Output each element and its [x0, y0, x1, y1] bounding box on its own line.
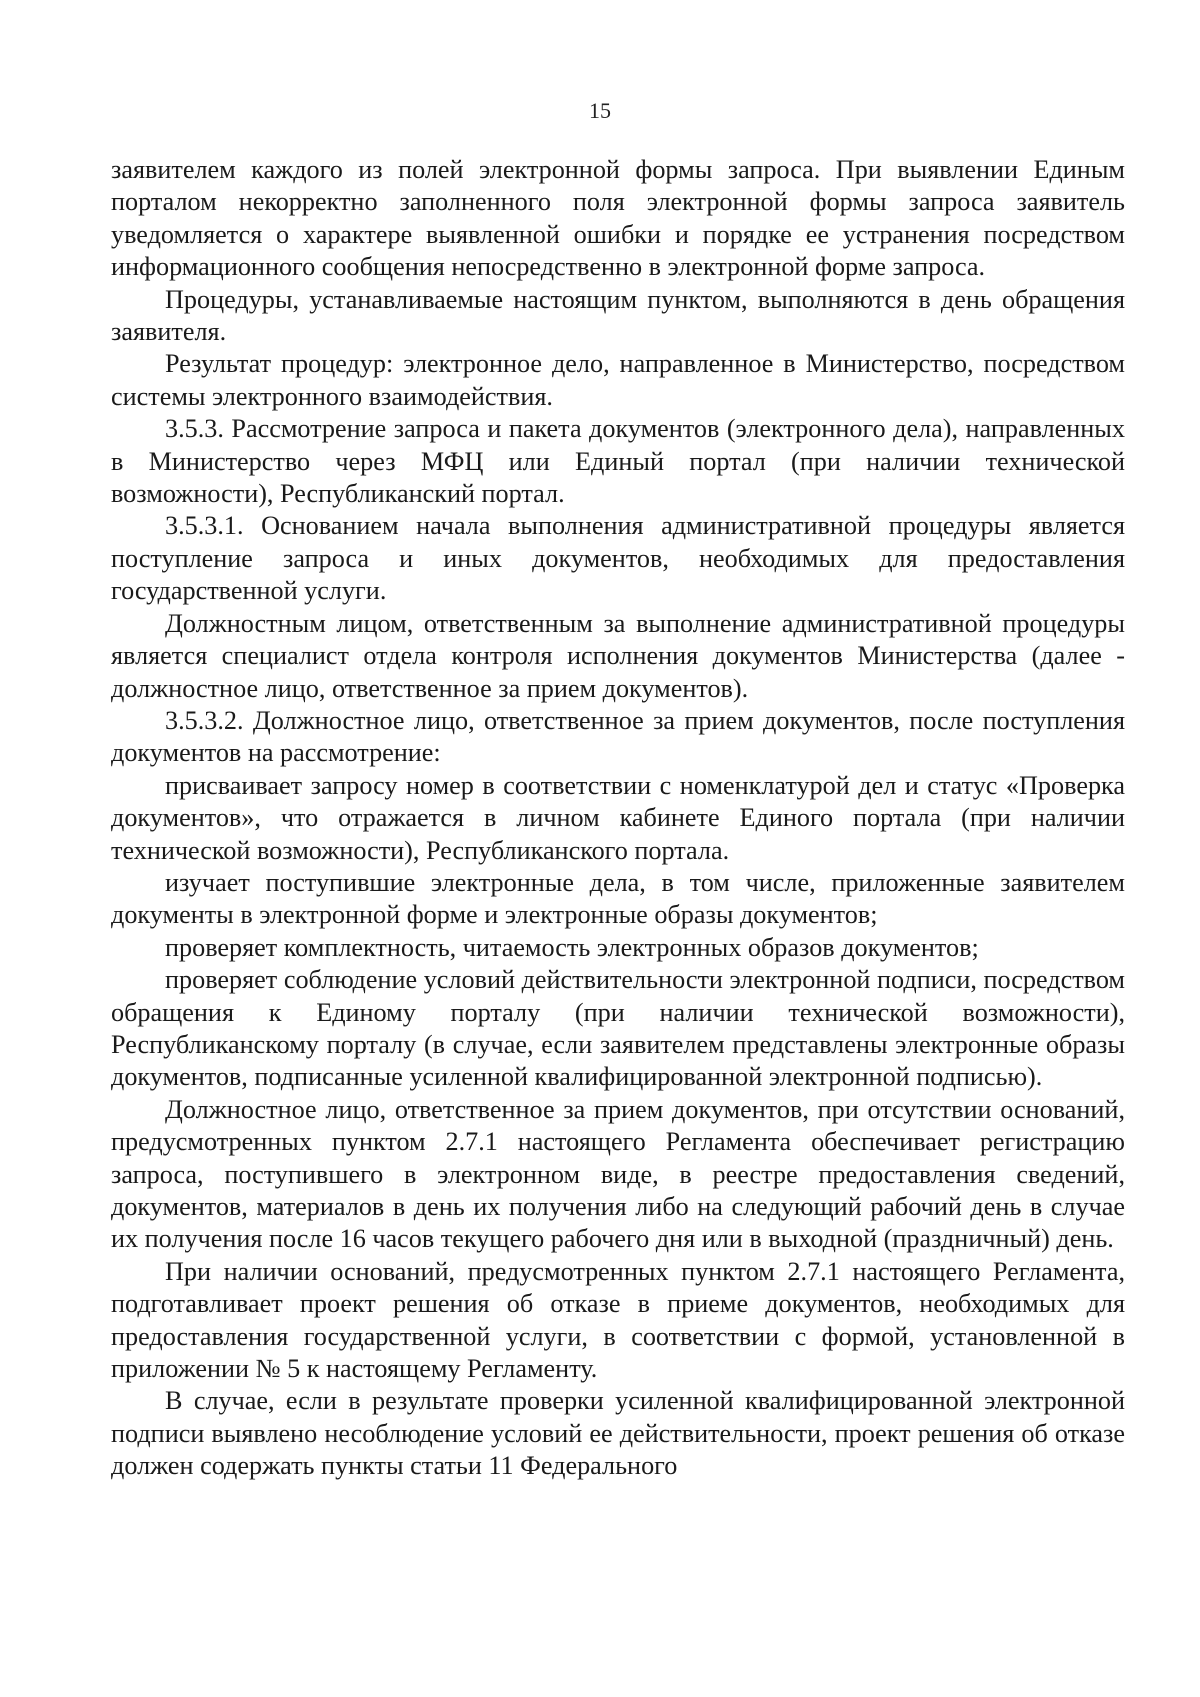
paragraph-continuation: заявителем каждого из полей электронной формы запроса. При выявлении Единым порталом некорректно заполненного поля электронной формы запроса заявитель уведомляется о характере выявленной ошибки и порядке ее устранения посредством информационного сообщения непосредственно в электронной форме запроса. [111, 155, 1125, 282]
page-number: 15 [589, 98, 611, 123]
paragraph-procedures-day: Процедуры, устанавливаемые настоящим пунктом, выполняются в день обращения заявителя. [111, 284, 1125, 347]
paragraph-procedures-result: Результат процедур: электронное дело, направленное в Министерство, посредством системы электронного взаимодействия. [111, 349, 1125, 411]
paragraph-refusal-draft: При наличии оснований, предусмотренных пунктом 2.7.1 настоящего Регламента, подготавливает проект решения об отказе в приеме документов, необходимых для предоставления государственной услуги, в соответствии с формой, установленной в приложении № 5 к настоящему Регламенту. [111, 1256, 1125, 1384]
paragraph-checks-completeness: проверяет комплектность, читаемость электронных образов документов; [165, 932, 979, 962]
paragraph-section-3-5-3: 3.5.3. Рассмотрение запроса и пакета документов (электронного дела), направленных в Министерство через МФЦ или Единый портал (при наличии технической возможности), Республиканский портал. [111, 414, 1125, 509]
paragraph-assigns-number: присваивает запросу номер в соответствии с номенклатурой дел и статус «Проверка документов», что отражается в личном кабинете Единого портала (при наличии технической возможности), Республиканского портала. [111, 770, 1125, 865]
paragraph-section-3-5-3-1: 3.5.3.1. Основанием начала выполнения административной процедуры является поступление запроса и иных документов, необходимых для предоставления государственной услуги. [111, 511, 1125, 606]
paragraph-checks-signature: проверяет соблюдение условий действительности электронной подписи, посредством обращения к Единому порталу (при наличии технической возможности), Республиканскому порталу (в случае, если заявителем представлены электронные образы документов, подписанные усиленной квалифицированной электронной подписью). [111, 965, 1125, 1092]
paragraph-registration: Должностное лицо, ответственное за прием документов, при отсутствии оснований, предусмотренных пунктом 2.7.1 настоящего Регламента обеспечивает регистрацию запроса, поступившего в электронном виде, в реестре предоставления сведений, документов, материалов в день их получения либо на следующий рабочий день в случае их получения после 16 часов текущего рабочего дня или в выходной (праздничный) день. [111, 1094, 1125, 1254]
paragraph-studies-cases: изучает поступившие электронные дела, в том числе, приложенные заявителем документы в электронной форме и электронные образы документов; [111, 867, 1125, 930]
paragraph-responsible-official: Должностным лицом, ответственным за выполнение административной процедуры является специалист отдела контроля исполнения документов Министерства (далее - должностное лицо, ответственное за прием документов). [111, 608, 1125, 703]
document-body [111, 154, 1125, 1483]
paragraph-section-3-5-3-2: 3.5.3.2. Должностное лицо, ответственное за прием документов, после поступления документов на рассмотрение: [111, 705, 1125, 768]
paragraph-signature-invalid: В случае, если в результате проверки усиленной квалифицированной электронной подписи выявлено несоблюдение условий ее действительности, проект решения об отказе должен содержать пункты статьи 11 Федерального [111, 1386, 1125, 1481]
